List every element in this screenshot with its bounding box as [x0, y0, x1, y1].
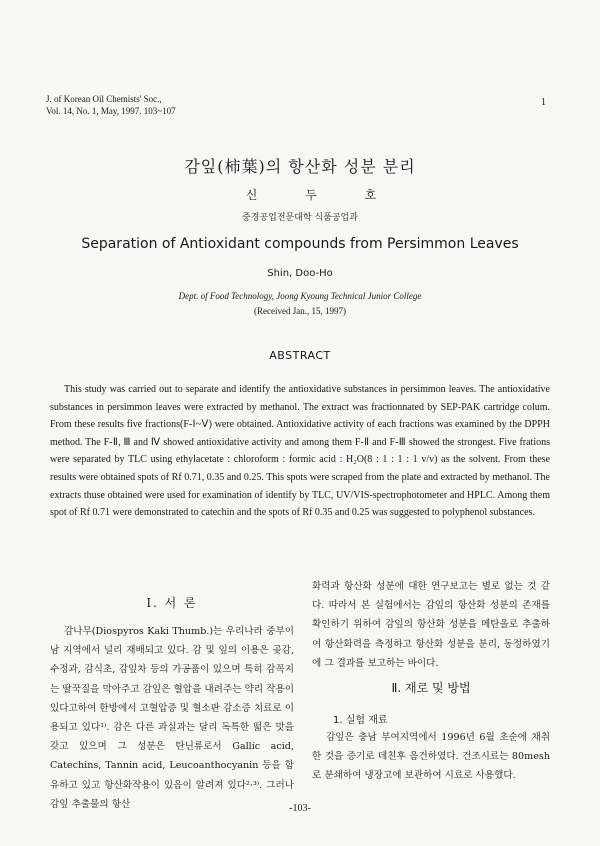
introduction-paragraph: 감나무(Diospyros Kaki Thumb.)는 우리나라 중부이남 지역에서 널리 재배되고 있다. 감 및 잎의 이용은 곶감, 수정과, 감식초, 감잎차 등의 가공품이 있으며 특히 감꼭지는 딸꾹질을 막아주고 감잎은 혈압을 내려주는 약리 작용이 있다고하여 한방에서 고혈압증 및 혈소판 감소증 치료로 이용되고 있다¹⁾. 감은 다른 과실과는 달리 독특한 떫은 맛을 갖고 있으며 그 성분은 탄닌류로서 Gallic acid, Catechins, Tannin acid, Leucoanthocyanin 등을 함유하고 있고 항산화작용이 있음이 알려져 있다²·³⁾. 그러나 감잎 추출물의 항산	[50, 626, 294, 810]
page-number: 1	[541, 97, 546, 108]
materials-paragraph: 감잎은 충남 부여지역에서 1996년 6월 초순에 채취한 것을 증기로 데친후 음건하였다. 건조시료는 80mesh로 분쇄하여 냉장고에 보관하여 시료로 사용했다.	[312, 732, 550, 782]
korean-author: 신 두 호	[245, 188, 399, 202]
subheading-materials: 1. 실험 재료	[333, 715, 388, 726]
english-affiliation: Dept. of Food Technology, Joong Kyoung Technical Junior College	[178, 291, 422, 301]
section-heading-introduction: Ⅰ. 서 론	[146, 596, 198, 610]
materials-body	[312, 728, 550, 786]
abstract-heading: ABSTRACT	[269, 349, 331, 362]
korean-title: 감잎(柿葉)의 항산화 성분 분리	[184, 157, 416, 176]
section-heading-materials: Ⅱ. 재로 및 방법	[391, 681, 471, 695]
journal-line-2: Vol. 14, No. 1, May, 1997. 103~107	[46, 106, 176, 116]
abstract-text: This study was carried out to separate and identify the antioxidative substances in persimmon leaves. The antioxidative substances in persimmon leaves were extracted by methanol. The extract was fractionnated by SEP-PAK cartridge colum. From these results five fractions(F-Ⅰ~Ⅴ) were obtained. Antioxidative activity of each fractions was examined by the DPPH method. The F-Ⅱ, Ⅲ and Ⅳ showed antioxidative activity and among them F-Ⅱ and F-Ⅲ showed the strongest. Five frations were separated by TLC using ethylacetate : chloroform : formic acid : H₂O(8 : 1 : 1 : 1 v/v) as the solvent. From these results were obtained spots of Rf 0.71, 0.35 and 0.25. This spots were scraped from the plate and extracted by methanol. The extracts thuse obtained were used for examination of identify by TLC, UV/VIS-spectrophotometer and HPLC. Among them spot of Rf 0.71 were demonstrated to catechin and the spots of Rf 0.35 and 0.25 was suggested to polyphenol substances.	[50, 384, 550, 519]
english-author: Shin, Doo-Ho	[267, 268, 333, 279]
english-title: Separation of Antioxidant compounds from Persimmon Leaves	[81, 236, 519, 252]
page-footer: -103-	[289, 803, 311, 814]
received-date: (Received Jan., 15, 1997)	[254, 306, 346, 316]
journal-citation	[46, 93, 176, 117]
introduction-body	[50, 622, 294, 814]
korean-affiliation: 중경공업전문대학 식품공업과	[242, 213, 358, 223]
continuation-paragraph: 화력과 항산화 성분에 대한 연구보고는 별로 없는 것 같다. 따라서 본 실험에서는 감잎의 항산화 성분의 존재를 확인하기 위하여 감잎의 항산화 성분을 메탄올로 추출하여 항산화력을 측정하고 항산화 성분을 분리, 동정하였기에 그 결과를 보고하는 바이다.	[312, 581, 550, 669]
right-column-continuation	[312, 577, 550, 673]
journal-line-1: J. of Korean Oil Chemists' Soc.,	[46, 94, 162, 104]
